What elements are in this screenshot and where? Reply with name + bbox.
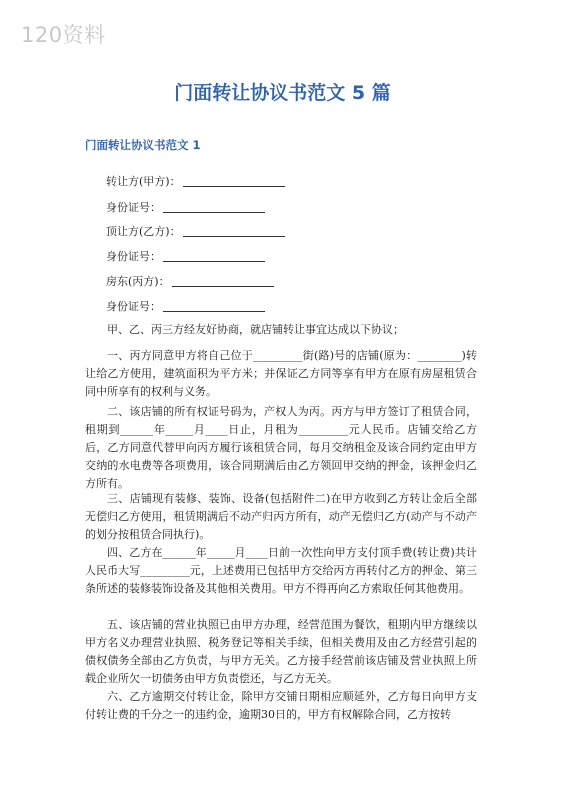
field-label: 房东(丙方)：	[106, 275, 170, 288]
document-title: 门面转让协议书范文 5 篇	[174, 82, 391, 104]
transferor-field	[106, 173, 285, 189]
clause-3: 三、店铺现有装修、装饰、设备(包括附件二)在甲方收到乙方转让金后全部无偿归乙方使用，租赁期满后不动产归丙方所有，动产无偿归乙方(动产与不动产的划分按租赁合同执行)。	[85, 492, 477, 541]
fill-blank-line	[183, 225, 285, 237]
field-label: 身份证号：	[106, 300, 161, 313]
section-title: 门面转让协议书范文 1	[85, 138, 201, 152]
clause-5: 五、该店铺的营业执照已由甲方办理，经营范围为餐饮，租期内甲方继续以甲方名义办理营业执照、税务登记等相关手续，但相关费用及由乙方经营引起的债权债务全部由乙方负责，与甲方无关。乙方接手经营前该店铺及营业执照上所载企业所欠一切债务由甲方负责偿还，与乙方无关。	[85, 618, 477, 685]
fill-blank-line	[183, 175, 285, 187]
fill-blank-line	[163, 201, 265, 213]
clause-2: 二、该店铺的所有权证号码为，产权人为丙。丙方与甲方签订了租赁合同，租期到______年_____月____日止，月租为_________元人民币。店铺交给乙方后，乙方同意代替甲向丙方履行该租赁合同，每月交纳租金及该合同约定由甲方交纳的水电费等各项费用，该合同期满后由乙方领回甲交纳的押金，该押金归乙方所有。	[85, 405, 477, 490]
clause-4: 四、乙方在______年_____月____日前一次性向甲方支付顶手费(转让费)共计人民币大写_________元，上述费用已包括甲方交给丙方再转付乙方的押金、第三条所述的装修装饰设备及其他相关费用。甲方不得再向乙方索取任何其他费用。	[85, 546, 477, 595]
landlord-field	[106, 273, 274, 289]
transferee-field	[106, 223, 285, 239]
transferee-id-field	[106, 248, 265, 264]
clause-1: 一、丙方同意甲方将自己位于_________街(路)号的店铺(原为：________)转让给乙方使用，建筑面积为平方米；并保证乙方同等享有甲方在原有房屋租赁合同中所享有的权利与义务。	[85, 349, 477, 398]
field-label: 身份证号：	[106, 250, 161, 263]
landlord-id-field	[106, 298, 265, 314]
field-label: 顶让方(乙方)：	[106, 225, 181, 238]
fill-blank-line	[163, 250, 265, 262]
field-label: 转让方(甲方)：	[106, 175, 181, 188]
clause-6: 六、乙方逾期交付转让金，除甲方交铺日期相应顺延外，乙方每日向甲方支付转让费的千分之一的违约金，逾期30日的，甲方有权解除合同，乙方按转	[85, 690, 477, 721]
field-label: 身份证号：	[106, 201, 161, 214]
watermark-logo: 120资料	[21, 23, 106, 47]
intro-paragraph: 甲、乙、丙三方经友好协商，就店铺转让事宜达成以下协议；	[107, 323, 404, 336]
fill-blank-line	[163, 300, 265, 312]
transferor-id-field	[106, 199, 265, 215]
fill-blank-line	[172, 275, 274, 287]
